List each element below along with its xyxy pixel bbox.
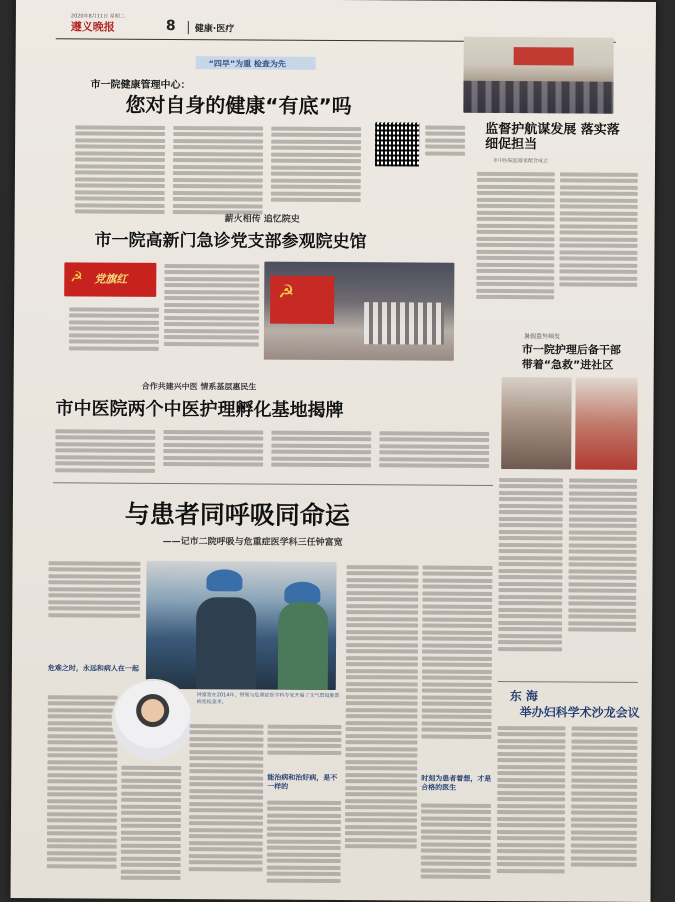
qr-caption — [425, 123, 465, 183]
article7-body-col1 — [497, 723, 566, 895]
article5-body-col4 — [379, 428, 489, 481]
article6-body-col3 — [189, 721, 264, 893]
article6-lead-heading: 危难之时，永远和病人在一起 — [47, 664, 139, 673]
party-flag-banner — [64, 262, 156, 297]
divider-right — [498, 681, 638, 683]
article1-kicker: “四早”为重 检查为先 — [208, 59, 286, 69]
article2-byline: 市中医院监察室配合成立 — [493, 157, 549, 165]
article5-body-col1 — [55, 426, 155, 479]
article1-title-prefix: 市一院健康管理中心： — [90, 79, 191, 92]
article7-title-line2: 举办妇科学术沙龙会议 — [519, 705, 640, 720]
article2-body-col1 — [476, 169, 555, 319]
divider — [53, 482, 493, 486]
article1-body-col2 — [173, 123, 264, 224]
newspaper-page — [11, 0, 656, 902]
community-photo-2 — [575, 377, 638, 469]
article2-body-col2 — [559, 169, 638, 319]
article6-body-col7 — [421, 801, 492, 895]
article1-body-col3 — [271, 124, 362, 225]
community-photo-1 — [501, 377, 572, 469]
article7-body-col2 — [571, 723, 638, 895]
article6-body-col2 — [121, 763, 182, 893]
surgery-photo — [146, 561, 337, 690]
article6-body-col5 — [345, 562, 419, 892]
article5-body-col2 — [163, 427, 263, 480]
article3-body-col1 — [69, 304, 159, 357]
masthead: 遵义晚报 — [70, 20, 115, 34]
section-title: 健康·医疗 — [188, 21, 235, 34]
meeting-photo — [463, 37, 613, 114]
article1-title: 您对自身的健康“有底”吗 — [125, 92, 352, 119]
article3-body-col2 — [164, 261, 260, 358]
article1-body-col1 — [75, 122, 166, 223]
article4-title-line2: 带着“急救”进社区 — [521, 358, 614, 372]
doctor-portrait — [111, 679, 193, 761]
article5-body-col3 — [271, 428, 371, 481]
article6-heading3: 时刻为患者着想，才是合格的医生 — [421, 774, 492, 792]
article5-kicker: 合作共建兴中医 情系基层惠民生 — [141, 381, 257, 392]
article4-kicker: 暑假意外频发 — [523, 333, 560, 341]
museum-visit-photo: ☭ — [264, 262, 455, 361]
article6-title: 与患者同呼吸同命运 — [124, 499, 350, 531]
article4-body-col2 — [568, 475, 637, 675]
article6-body-col4-top — [267, 722, 341, 762]
article3-title: 市一院高新门急诊党支部参观院史馆 — [94, 230, 367, 253]
issue-date: 2020年8月11日 星期二 — [70, 13, 125, 20]
article6-body-col6 — [421, 563, 492, 763]
article6-heading2: 能治病和治好病，是不一样的 — [267, 773, 338, 791]
banner-text: 党旗红 — [94, 272, 128, 286]
article5-title: 市中医院两个中医护理孵化基地揭牌 — [55, 398, 344, 422]
article6-intro — [48, 558, 140, 629]
article3-kicker: 薪火相传 追忆院史 — [224, 214, 300, 225]
article4-body-col1 — [498, 475, 563, 675]
qr-code — [375, 122, 419, 166]
article7-title-line1: 东 海 — [509, 689, 538, 704]
article6-body-col4 — [267, 798, 342, 894]
photo-caption: 钟富宽在2014年，带领与危重症医学科专家开展了支气管镜肺部病变检查术。 — [196, 692, 340, 706]
hammer-sickle-icon: ☭ — [70, 269, 83, 286]
article2-title: 监督护航谋发展 落实落细促担当 — [485, 121, 620, 153]
article4-title-line1: 市一院护理后备干部 — [521, 343, 621, 357]
page-number: 8 — [165, 17, 176, 35]
article6-subtitle: ——记市二院呼吸与危重症医学科三任钟富宽 — [162, 536, 343, 549]
article6-body-col1 — [47, 692, 118, 892]
